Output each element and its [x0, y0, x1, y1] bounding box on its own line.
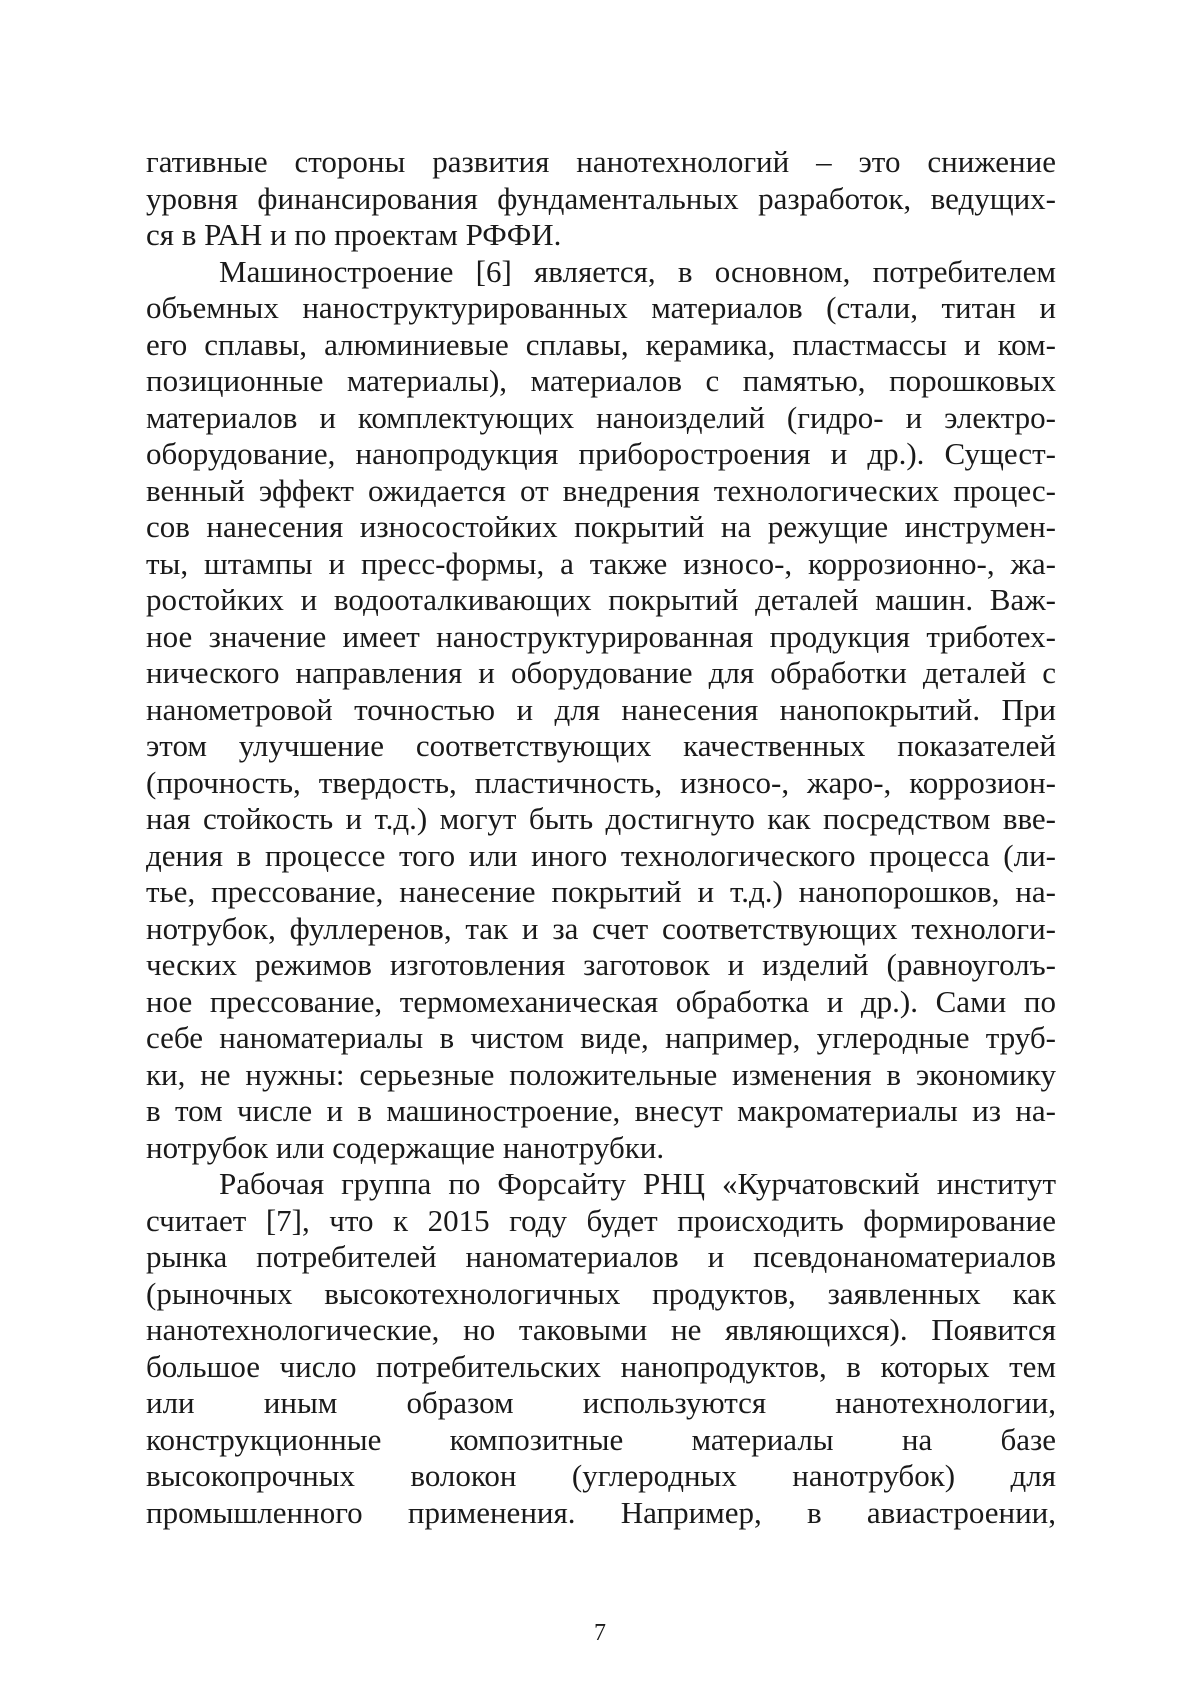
text-line: промышленного применения. Например, в авиастроении,	[146, 1494, 1056, 1530]
text-line: ная стойкость и т.д.) могут быть достигнуто как посредством вве-	[146, 801, 1056, 836]
text-line: или иным образом используются нанотехнологии,	[146, 1385, 1056, 1420]
text-line: нотрубок, фуллеренов, так и за счет соответствующих технологи-	[146, 910, 1056, 946]
body-text	[146, 144, 1056, 1531]
text-line: Машиностроение [6] является, в основном, потребителем	[219, 253, 1056, 289]
text-line: (прочность, твердость, пластичность, износо-, жаро-, коррозион-	[146, 764, 1056, 800]
text-line: венный эффект ожидается от внедрения технологических процес-	[146, 472, 1056, 508]
text-line: высокопрочных волокон (углеродных нанотрубок) для	[146, 1458, 1056, 1493]
text-line: позиционные материалы), материалов с памятью, порошковых	[146, 363, 1056, 398]
paragraph	[146, 144, 1056, 254]
text-line: себе наноматериалы в чистом виде, например, углеродные труб-	[146, 1020, 1056, 1055]
text-line: ся в РАН и по проектам РФФИ.	[146, 217, 562, 252]
paragraph	[146, 254, 1056, 1167]
text-line: гативные стороны развития нанотехнологий – это снижение	[146, 144, 1056, 179]
text-line: нического направления и оборудование для обработки деталей с	[146, 655, 1056, 690]
text-line: ное прессование, термомеханическая обработка и др.). Сами по	[146, 983, 1056, 1019]
text-line: сов нанесения износостойких покрытий на режущие инструмен-	[146, 509, 1056, 544]
page-number: 7	[594, 1620, 606, 1646]
text-line: нотрубок или содержащие нанотрубки.	[146, 1129, 665, 1165]
text-line: ное значение имеет наноструктурированная продукция триботех-	[146, 618, 1056, 654]
text-line: Рабочая группа по Форсайту РНЦ «Курчатовский институт	[219, 1166, 1056, 1201]
text-line: ки, не нужны: серьезные положительные изменения в экономику	[146, 1056, 1056, 1092]
text-line: дения в процессе того или иного технологического процесса (ли-	[146, 837, 1056, 873]
text-line: в том числе и в машиностроение, внесут макроматериалы из на-	[146, 1093, 1056, 1128]
text-line: материалов и комплектующих наноизделий (гидро- и электро-	[146, 399, 1056, 435]
text-line: оборудование, нанопродукция приборостроения и др.). Сущест-	[146, 436, 1056, 471]
text-line: этом улучшение соответствующих качественных показателей	[146, 728, 1056, 763]
text-line: уровня финансирования фундаментальных разработок, ведущих-	[146, 180, 1056, 216]
text-line: считает [7], что к 2015 году будет происходить формирование	[146, 1202, 1056, 1238]
text-line: ты, штампы и пресс-формы, а также износо-, коррозионно-, жа-	[146, 545, 1056, 581]
text-line: объемных наноструктурированных материалов (стали, титан и	[146, 290, 1056, 325]
text-line: конструкционные композитные материалы на базе	[146, 1421, 1056, 1457]
text-line: (рыночных высокотехнологичных продуктов, заявленных как	[146, 1275, 1056, 1311]
text-line: нанотехнологические, но таковыми не являющихся). Появится	[146, 1312, 1056, 1347]
text-line: ческих режимов изготовления заготовок и изделий (равноуголъ-	[146, 947, 1056, 982]
text-line: тье, прессование, нанесение покрытий и т.д.) нанопорошков, на-	[146, 874, 1056, 909]
paragraph	[146, 1166, 1056, 1531]
text-line: нанометровой точностью и для нанесения нанопокрытий. При	[146, 691, 1056, 727]
text-line: рынка потребителей наноматериалов и псевдонаноматериалов	[146, 1239, 1056, 1274]
text-line: ростойких и водооталкивающих покрытий деталей машин. Важ-	[146, 582, 1056, 617]
text-line: большое число потребительских нанопродуктов, в которых тем	[146, 1348, 1056, 1384]
text-line: его сплавы, алюминиевые сплавы, керамика, пластмассы и ком-	[146, 326, 1056, 362]
